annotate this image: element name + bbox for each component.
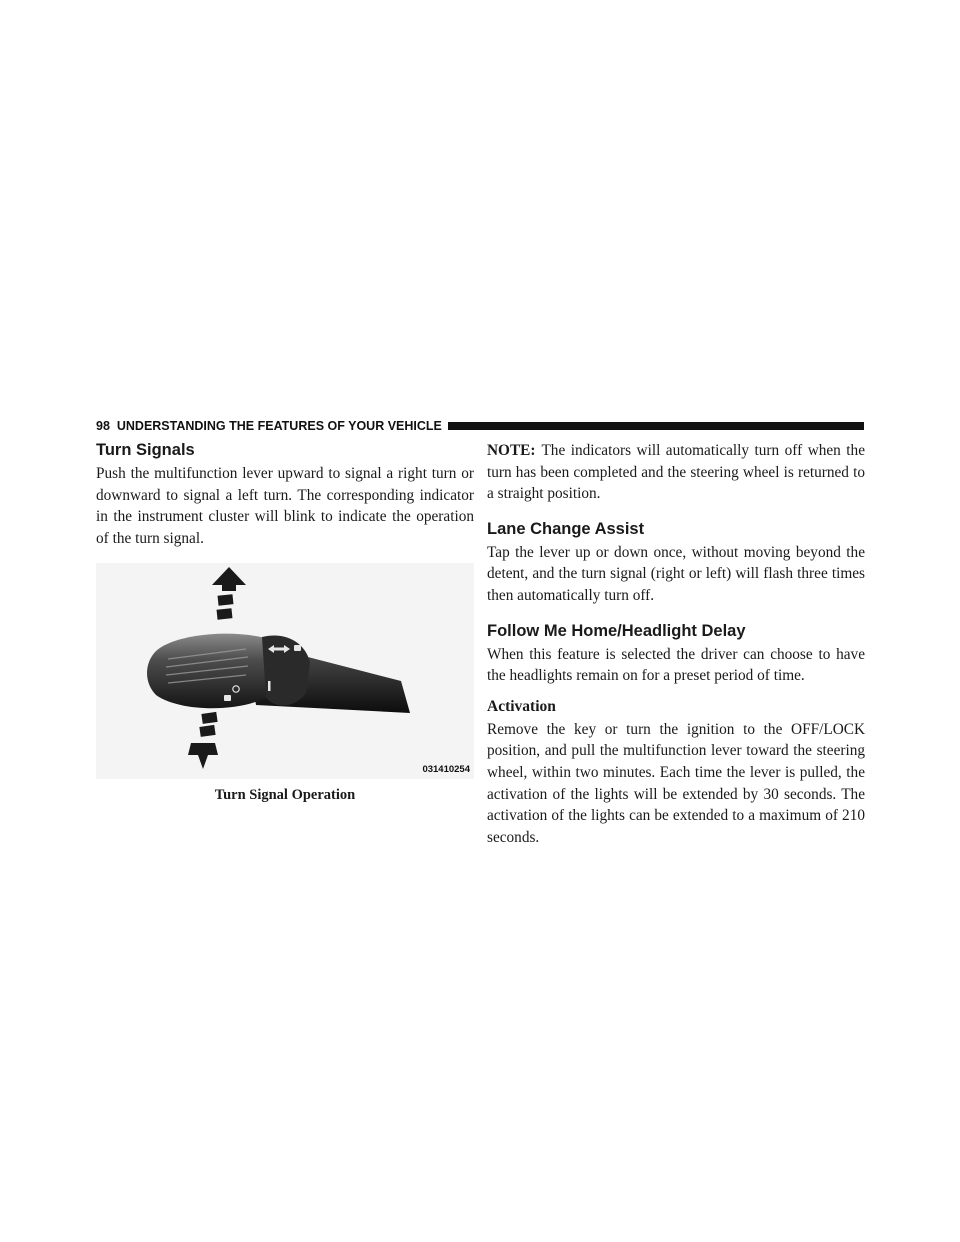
figure-caption: Turn Signal Operation	[214, 787, 356, 804]
lane-change-heading: Lane Change Assist	[487, 519, 645, 538]
follow-me-heading: Follow Me Home/Headlight Delay	[487, 621, 746, 640]
figure-code: 031410254	[422, 764, 470, 776]
follow-me-paragraph: When this feature is selected the driver can choose to have the headlights remain on for a preset period of time.	[487, 645, 865, 685]
note-paragraph	[487, 440, 865, 505]
right-column	[487, 440, 865, 848]
left-column	[96, 440, 474, 804]
header-text	[96, 419, 448, 433]
multifunction-lever-illustration	[96, 563, 474, 779]
page-number: 98	[96, 419, 110, 433]
activation-heading: Activation	[487, 697, 556, 715]
note-label: NOTE:	[487, 442, 536, 459]
running-title: UNDERSTANDING THE FEATURES OF YOUR VEHICLE	[116, 419, 442, 433]
activation-paragraph: Remove the key or turn the ignition to the OFF/LOCK position, and pull the multifunction lever toward the steering wheel, within two minutes. Each time the lever is pulled, the activation of the lights will be extended by 30 seconds. The activation of the lights can be extended to a maximum of 210 seconds.	[487, 720, 865, 846]
turn-signals-paragraph: Push the multifunction lever upward to signal a right turn or downward to signal a left turn. The corresponding indicator in the instrument cluster will blink to indicate the operation of the turn signal.	[96, 465, 474, 547]
note-text: The indicators will automatically turn off when the turn has been completed and the steering wheel is returned to a straight position.	[487, 442, 865, 503]
running-header	[96, 419, 864, 433]
turn-signal-figure	[96, 563, 474, 779]
lane-change-paragraph: Tap the lever up or down once, without moving beyond the detent, and the turn signal (right or left) will flash three times then automatically turn off.	[487, 543, 865, 604]
turn-signals-heading: Turn Signals	[96, 441, 195, 459]
